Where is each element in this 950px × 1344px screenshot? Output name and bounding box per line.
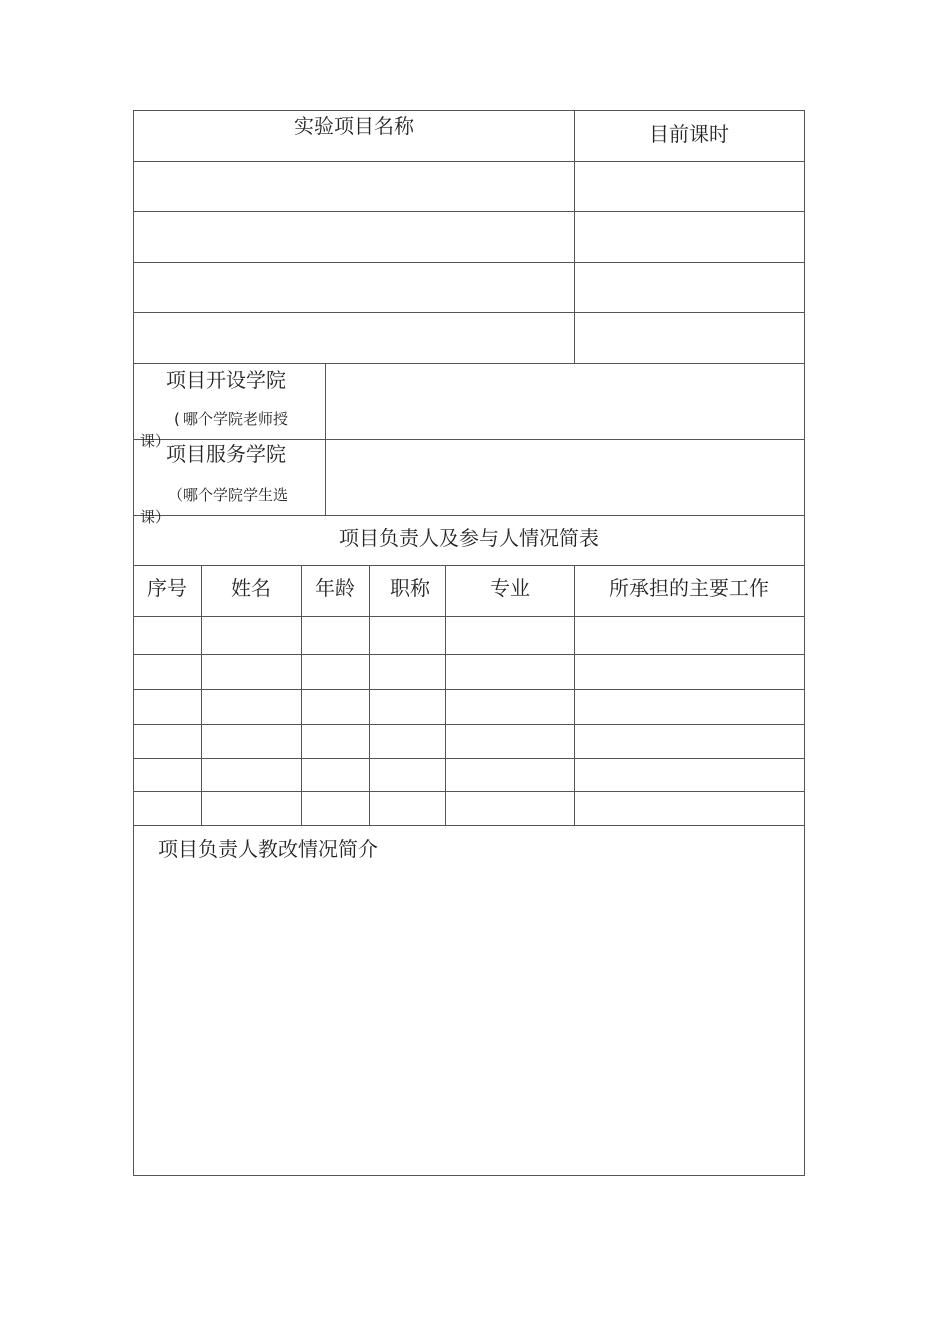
serving-college-note: 哪个学院学生选: [183, 486, 289, 504]
member-row-2[interactable]: [134, 655, 804, 689]
border-top: [133, 110, 805, 111]
member-row-6[interactable]: [134, 792, 804, 825]
offering-college-note-open: (: [174, 410, 180, 428]
member-row-3[interactable]: [134, 690, 804, 724]
column-header-major: 专业: [490, 576, 530, 600]
member-row-4[interactable]: [134, 725, 804, 758]
offering-college-note: 哪个学院老师授: [183, 410, 289, 428]
row-line: [133, 515, 805, 516]
offering-college-value[interactable]: [326, 364, 804, 439]
serving-college-label-cell: [134, 440, 325, 526]
project-name-cell-3[interactable]: [134, 263, 574, 312]
project-name-cell-4[interactable]: [134, 313, 574, 363]
border-bottom: [133, 1175, 805, 1176]
application-form: [133, 110, 805, 1176]
member-row-5[interactable]: [134, 759, 804, 791]
project-hours-cell-4[interactable]: [575, 313, 804, 363]
project-hours-cell-3[interactable]: [575, 263, 804, 312]
serving-college-note-open: （: [168, 486, 184, 504]
project-name-cell-2[interactable]: [134, 212, 574, 262]
members-table-title: 项目负责人及参与人情况简表: [339, 526, 599, 550]
current-hours-header: 目前课时: [649, 122, 729, 146]
column-header-title: 职称: [390, 576, 430, 600]
project-hours-cell-2[interactable]: [575, 212, 804, 262]
column-header-number: 序号: [147, 576, 187, 600]
offering-college-label-cell: [134, 364, 325, 450]
leader-reform-intro-content[interactable]: [134, 870, 804, 1175]
serving-college-note-wrap: 课）: [140, 508, 171, 526]
serving-college-value[interactable]: [326, 440, 804, 515]
border-right: [804, 110, 805, 1176]
offering-college-note-wrap: 课）: [140, 432, 171, 450]
row-line: [133, 565, 805, 566]
column-header-main-work: 所承担的主要工作: [609, 576, 769, 600]
member-row-1[interactable]: [134, 617, 804, 654]
project-hours-cell-1[interactable]: [575, 162, 804, 211]
column-header-name: 姓名: [231, 576, 271, 600]
project-name-header: 实验项目名称: [294, 114, 414, 138]
project-name-cell-1[interactable]: [134, 162, 574, 211]
leader-reform-intro-label: 项目负责人教改情况简介: [158, 837, 378, 861]
offering-college-label: 项目开设学院: [166, 368, 286, 392]
row-line: [133, 825, 805, 826]
serving-college-label: 项目服务学院: [166, 442, 286, 466]
column-header-age: 年龄: [315, 576, 355, 600]
